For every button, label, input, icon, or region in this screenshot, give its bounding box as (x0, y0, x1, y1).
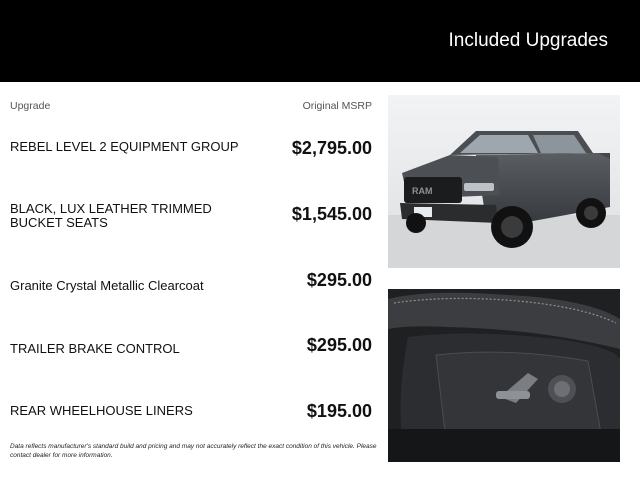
upgrade-name: BLACK, LUX LEATHER TRIMMED BUCKET SEATS (10, 201, 212, 230)
upgrade-price: $1,545.00 (291, 204, 372, 224)
upgrade-name: REBEL LEVEL 2 EQUIPMENT GROUP (10, 139, 239, 154)
svg-text:RAM: RAM (412, 186, 433, 196)
seat-photo (388, 289, 620, 462)
upgrade-price: $195.00 (306, 401, 372, 421)
page-title: Included Upgrades (448, 30, 608, 51)
upgrade-price: $2,795.00 (291, 138, 372, 158)
upgrade-price: $295.00 (306, 270, 372, 290)
header-banner (0, 0, 640, 82)
upgrade-name: Granite Crystal Metallic Clearcoat (10, 278, 204, 293)
disclaimer-footnote: Data reflects manufacturer's standard build and pricing and may not accurately reflect the exact condition of this vehicle. Please contact dealer for more information. (10, 443, 377, 459)
upgrade-name: TRAILER BRAKE CONTROL (10, 341, 180, 356)
column-header-msrp: Original MSRP (302, 100, 372, 112)
upgrade-price: $295.00 (306, 335, 372, 355)
upgrade-name: REAR WHEELHOUSE LINERS (10, 403, 193, 418)
truck-photo (388, 95, 620, 268)
column-header-upgrade: Upgrade (10, 100, 51, 112)
